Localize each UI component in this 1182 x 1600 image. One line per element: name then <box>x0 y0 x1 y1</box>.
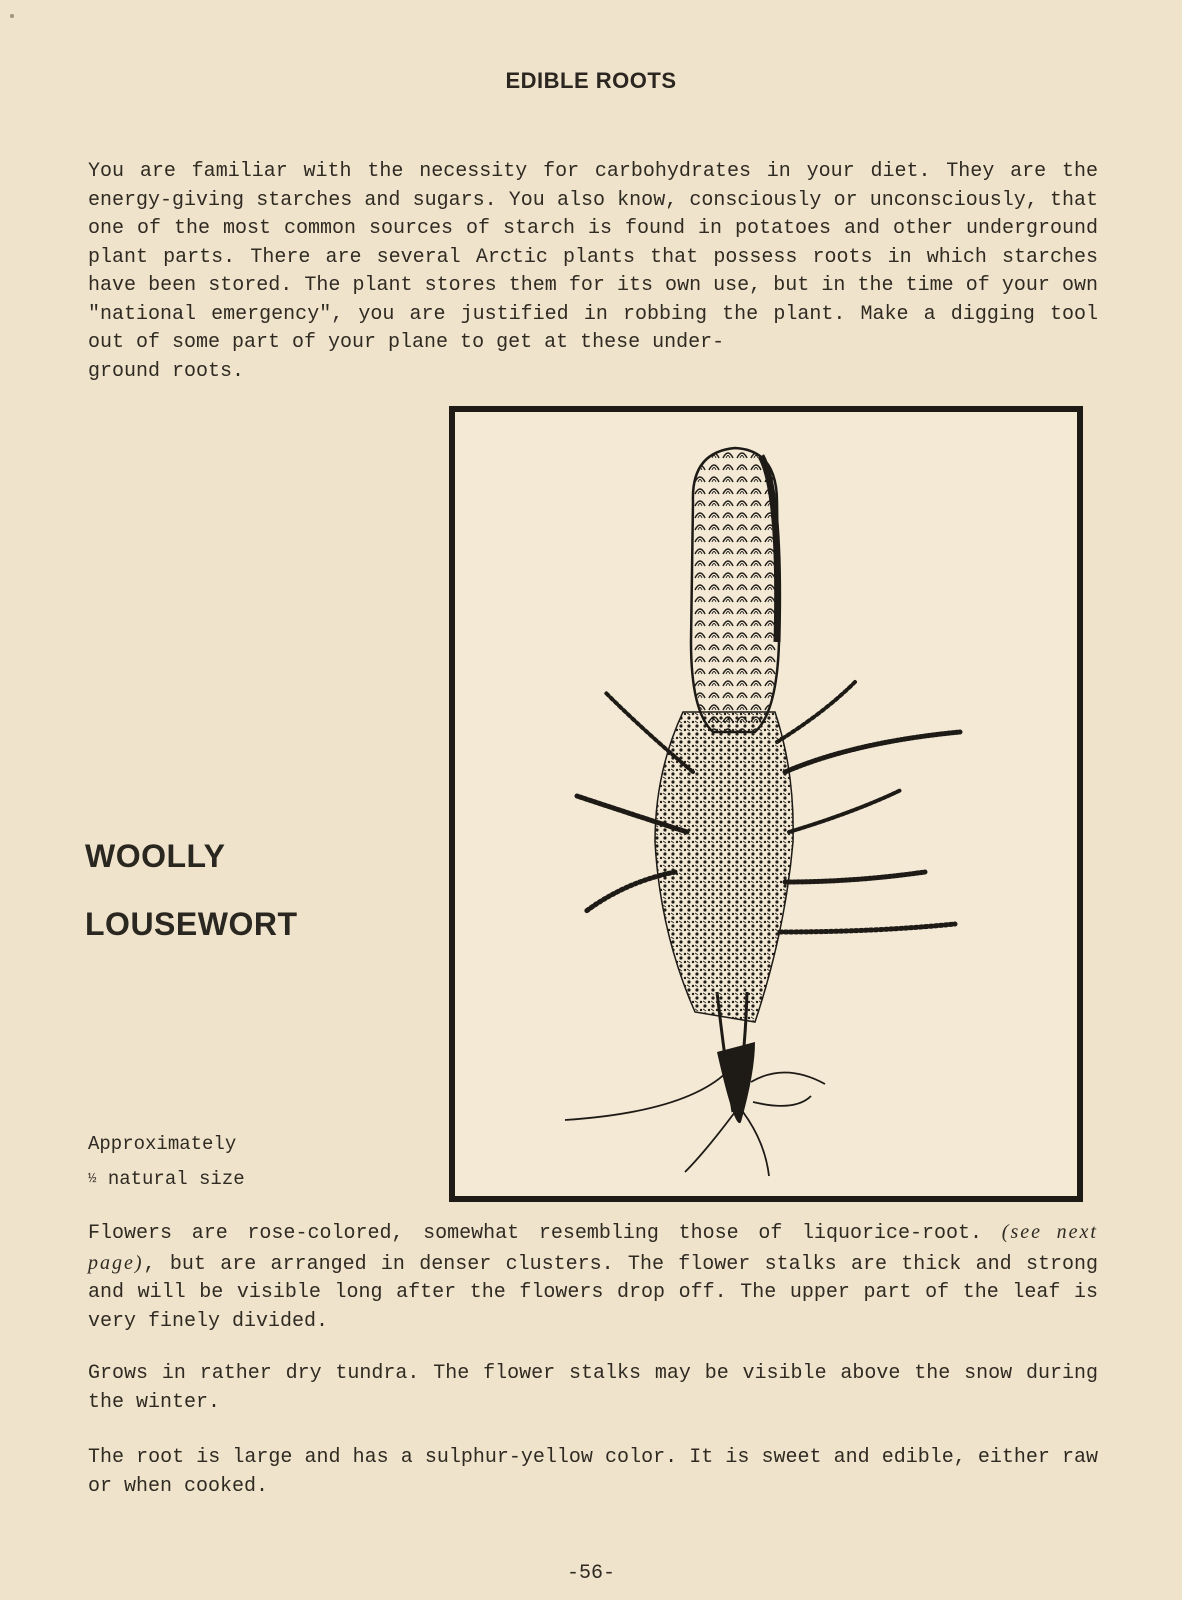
size-caption-line-2 <box>88 1168 245 1190</box>
page-number: -56- <box>566 1562 615 1585</box>
plant-name-line-2: LOUSEWORT <box>85 906 298 942</box>
plant-name-line-1: WOOLLY <box>85 838 226 874</box>
lousewort-illustration <box>449 406 1083 1202</box>
size-caption-line-1: Approximately <box>88 1133 237 1155</box>
description-paragraph <box>88 1218 1098 1336</box>
habitat-paragraph: Grows in rather dry tundra. The flower stalks may be visible above the snow during the winter. <box>88 1362 1098 1414</box>
see-next-page-note: (see next page) <box>88 1221 1098 1274</box>
intro-text: You are familiar with the necessity for carbohydrates in your diet. They are the energy-giving starches and sugars. You also know, consciously or unconsciously, that one of the most common sources of starch is found in potatoes and other underground plant parts. There are several Arctic plants that possess roots in which starches have been stored. The plant stores them for its own use, but in the time of your own "national emergency", you are justified in robbing the plant. Make a digging tool out of some part of your plane to get at these under- <box>88 160 1098 354</box>
intro-paragraph <box>88 158 1098 386</box>
flower-spike <box>691 448 779 732</box>
size-caption-text: natural size <box>107 1168 245 1190</box>
root-paragraph: The root is large and has a sulphur-yellow color. It is sweet and edible, either raw or when cooked. <box>88 1446 1098 1498</box>
page-title: EDIBLE ROOTS <box>505 68 677 93</box>
fraction-half: ½ <box>88 1171 97 1187</box>
description-text-1: Flowers are rose-colored, somewhat resembling those of liquorice-root. <box>88 1222 983 1245</box>
plant-drawing <box>455 412 1077 1196</box>
description-text-2: , but are arranged in denser clusters. The flower stalks are thick and strong and will be visible long after the flowers drop off. The upper part of the leaf is very finely divided. <box>88 1252 1098 1333</box>
paper-speck <box>10 14 14 18</box>
intro-last-line: ground roots. <box>88 359 245 383</box>
